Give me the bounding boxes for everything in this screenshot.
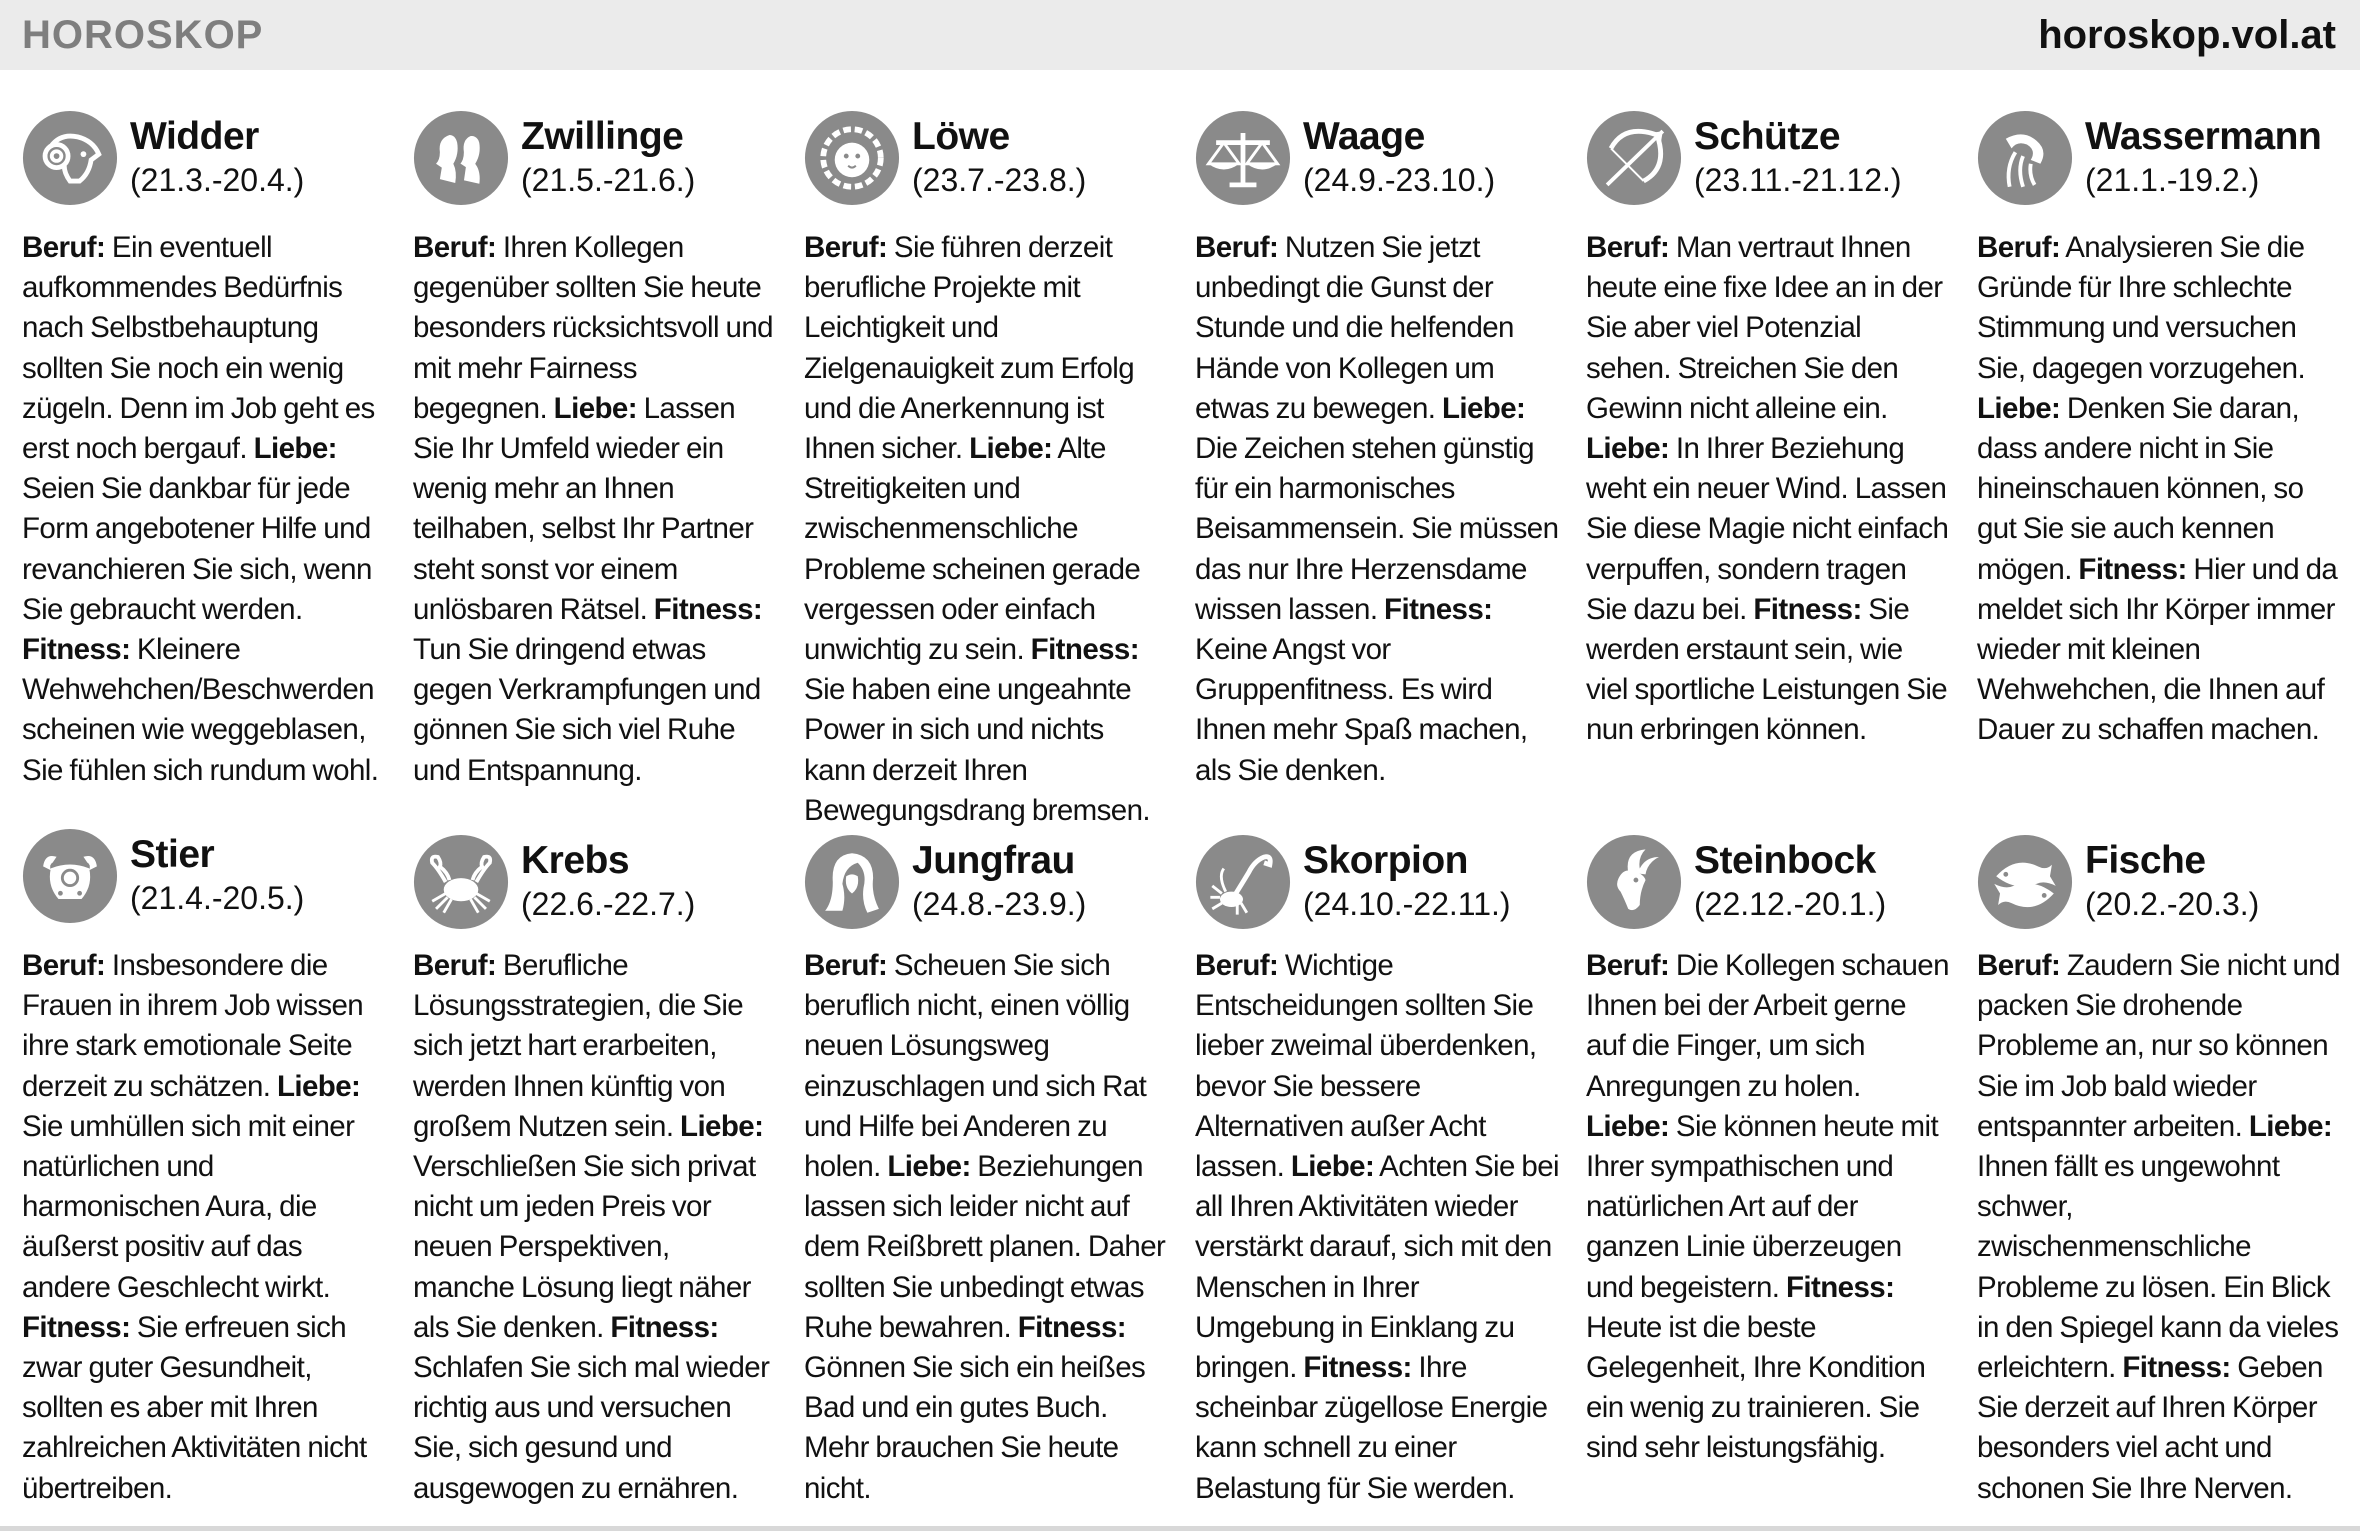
sign-card-zwillinge	[413, 110, 777, 791]
beruf-label: Beruf:	[413, 231, 497, 264]
fish-icon	[1977, 834, 2073, 930]
sign-dates: (23.7.-23.8.)	[912, 162, 1087, 198]
ram-icon	[22, 110, 118, 206]
sign-dates: (23.11.-21.12.)	[1694, 162, 1902, 198]
scorpion-icon	[1195, 834, 1291, 930]
goat-icon	[1586, 834, 1682, 930]
sign-card-waage	[1195, 110, 1559, 791]
sign-dates: (22.6.-22.7.)	[521, 886, 696, 922]
liebe-text: Sie können heute mit Ihrer sympathischen und natürlichen Art auf der ganzen Linie überzeugen und begeistern.	[1586, 1109, 1939, 1304]
liebe-label: Liebe:	[253, 432, 337, 466]
beruf-label: Beruf:	[1977, 231, 2061, 264]
sign-name: Skorpion	[1303, 839, 1469, 882]
sign-card-skorpion	[1195, 834, 1559, 1509]
liebe-label: Liebe:	[553, 391, 637, 425]
twins-icon	[413, 110, 509, 206]
beruf-label: Beruf:	[1195, 231, 1279, 264]
crab-icon	[413, 834, 509, 930]
fitness-label: Fitness:	[610, 1310, 719, 1344]
liebe-text: Sie umhüllen sich mit einer natürlichen und harmonischen Aura, die äußerst positiv auf das andere Geschlecht wirkt.	[22, 1109, 355, 1304]
liebe-label: Liebe:	[1441, 391, 1526, 425]
bull-icon	[22, 828, 118, 924]
fitness-label: Fitness:	[1030, 633, 1139, 667]
liebe-label: Liebe:	[969, 432, 1053, 466]
sign-text	[804, 228, 1168, 831]
sign-name: Stier	[130, 833, 215, 876]
beruf-label: Beruf:	[1586, 949, 1670, 982]
fitness-text: Keine Angst vor Gruppenfitness. Es wird Ihnen mehr Spaß machen, als Sie denken.	[1195, 633, 1528, 787]
liebe-text: Seien Sie dankbar für jede Form angebotener Hilfe und revanchieren Sie sich, wenn Sie gebraucht werden.	[22, 472, 372, 626]
sign-card-jungfrau	[804, 834, 1168, 1509]
beruf-label: Beruf:	[804, 231, 888, 264]
sign-dates: (21.5.-21.6.)	[521, 162, 696, 198]
liebe-text: Denken Sie daran, dass andere nicht in Sie hineinschauen können, so gut Sie sie auch kennen mögen.	[1977, 391, 2304, 586]
header-bar	[0, 0, 2360, 70]
fitness-text: Heute ist die beste Gelegenheit, Ihre Kondition ein wenig zu trainieren. Sie sind sehr leistungsfähig.	[1586, 1310, 1926, 1465]
sign-name: Zwillinge	[521, 115, 684, 158]
fitness-text: Schlafen Sie sich mal wieder richtig aus und versuchen Sie, sich gesund und ausgewogen zu ernähren.	[413, 1351, 770, 1505]
sign-card-wassermann	[1977, 110, 2341, 751]
fitness-label: Fitness:	[1753, 592, 1862, 626]
fitness-text: Sie haben eine ungeahnte Power in sich und nichts kann derzeit Ihren Bewegungsdrang bremsen.	[804, 673, 1150, 827]
sign-text	[804, 946, 1168, 1509]
liebe-text: Die Zeichen stehen günstig für ein harmonisches Beisammensein. Sie müssen das nur Ihre Herzensdame wissen lassen.	[1195, 432, 1559, 626]
fitness-text: Ihre scheinbar zügellose Energie kann schnell zu einer Belastung für Sie werden.	[1195, 1351, 1548, 1505]
sign-text	[1195, 228, 1559, 791]
liebe-label: Liebe:	[1586, 1109, 1670, 1143]
sign-dates: (20.2.-20.3.)	[2085, 886, 2260, 922]
sign-card-steinbock	[1586, 834, 1950, 1469]
beruf-text: Nutzen Sie jetzt unbedingt die Gunst der Stunde und die helfenden Hände von Kollegen um etwas zu bewegen.	[1195, 231, 1514, 425]
section-title: HOROSKOP	[22, 13, 264, 57]
beruf-text: Insbesondere die Frauen in ihrem Job wissen ihre stark emotionale Seite derzeit zu schätzen.	[22, 949, 364, 1103]
fitness-text: Sie erfreuen sich zwar guter Gesundheit, sollten es aber mit Ihren zahlreichen Aktivitäten nicht übertreiben.	[22, 1310, 367, 1505]
liebe-label: Liebe:	[1586, 432, 1670, 466]
sign-dates: (24.8.-23.9.)	[912, 886, 1087, 922]
sign-name: Waage	[1303, 115, 1425, 158]
lion-icon	[804, 110, 900, 206]
sign-card-widder	[22, 110, 386, 791]
liebe-text: Verschließen Sie sich privat nicht um jeden Preis vor neuen Perspektiven, manche Lösung liegt näher als Sie denken.	[413, 1150, 756, 1344]
water-bearer-icon	[1977, 110, 2073, 206]
fitness-text: Hier und da meldet sich Ihr Körper immer wieder mit kleinen Wehwehchen, die Ihnen auf Dauer zu schaffen machen.	[1977, 552, 2338, 747]
beruf-text: Ein eventuell aufkommendes Bedürfnis nach Selbstbehauptung sollten Sie noch ein wenig zügeln. Denn im Job geht es erst noch bergauf.	[22, 231, 375, 466]
fitness-label: Fitness:	[22, 1310, 131, 1344]
sign-name: Wassermann	[2085, 115, 2322, 158]
liebe-text: Beziehungen lassen sich leider nicht auf dem Reißbrett planen. Daher sollten Sie unbedingt etwas Ruhe bewahren.	[804, 1150, 1166, 1344]
fitness-text: Kleinere Wehwehchen/Beschwerden scheinen wie weggeblasen, Sie fühlen sich rundum wohl.	[22, 633, 379, 787]
fitness-label: Fitness:	[1017, 1310, 1127, 1344]
fitness-text: Geben Sie derzeit auf Ihren Körper besonders viel acht und schonen Sie Ihre Nerven.	[1977, 1351, 2323, 1505]
fitness-label: Fitness:	[22, 633, 131, 667]
sign-text	[413, 228, 777, 791]
beruf-label: Beruf:	[804, 949, 888, 982]
sign-text	[1586, 946, 1950, 1469]
liebe-label: Liebe:	[887, 1150, 971, 1184]
sign-dates: (24.9.-23.10.)	[1303, 162, 1496, 198]
beruf-text: Sie führen derzeit berufliche Projekte mit Leichtigkeit und Zielgenauigkeit zum Erfolg und die Anerkennung ist Ihnen sicher.	[804, 231, 1135, 466]
sign-name: Steinbock	[1694, 839, 1876, 882]
fitness-label: Fitness:	[2122, 1351, 2231, 1385]
sign-text	[1195, 946, 1559, 1509]
sign-text	[1977, 946, 2341, 1509]
sign-name: Schütze	[1694, 115, 1841, 158]
beruf-label: Beruf:	[1586, 231, 1670, 264]
beruf-text: Analysieren Sie die Gründe für Ihre schlechte Stimmung und versuchen Sie, dagegen vorzugehen.	[1977, 231, 2306, 385]
sign-card-stier	[22, 828, 386, 1509]
liebe-label: Liebe:	[680, 1109, 764, 1143]
sign-text	[1977, 228, 2341, 751]
sign-text	[22, 946, 386, 1509]
scales-icon	[1195, 110, 1291, 206]
fitness-label: Fitness:	[1303, 1351, 1412, 1385]
sign-name: Löwe	[912, 115, 1010, 158]
sign-text	[1586, 228, 1950, 751]
sign-text	[22, 228, 386, 791]
beruf-label: Beruf:	[1977, 949, 2061, 982]
sign-dates: (21.4.-20.5.)	[130, 880, 305, 916]
sign-name: Widder	[130, 115, 259, 158]
fitness-label: Fitness:	[1785, 1270, 1895, 1304]
website-url[interactable]: horoskop.vol.at	[2038, 13, 2336, 57]
sign-dates: (24.10.-22.11.)	[1303, 886, 1511, 922]
bottom-divider	[0, 1526, 2360, 1531]
liebe-text: Alte Streitigkeiten und zwischenmenschliche Probleme scheinen gerade vergessen oder einfach unwichtig zu sein.	[804, 432, 1141, 667]
sign-name: Krebs	[521, 839, 630, 882]
beruf-text: Ihren Kollegen gegenüber sollten Sie heute besonders rücksichtsvoll und mit mehr Fairness begegnen.	[413, 231, 773, 425]
beruf-text: Scheuen Sie sich beruflich nicht, einen völlig neuen Lösungsweg einzuschlagen und sich Rat und Hilfe bei Anderen zu holen.	[804, 949, 1147, 1184]
sign-card-schuetze	[1586, 110, 1950, 751]
liebe-label: Liebe:	[276, 1069, 361, 1103]
liebe-label: Liebe:	[1977, 391, 2061, 425]
fitness-label: Fitness:	[2078, 552, 2187, 586]
sign-card-krebs	[413, 834, 777, 1509]
liebe-label: Liebe:	[1290, 1150, 1375, 1184]
archer-icon	[1586, 110, 1682, 206]
liebe-text: In Ihrer Beziehung weht ein neuer Wind. Lassen Sie diese Magie nicht einfach verpuffen, sondern tragen Sie dazu bei.	[1586, 432, 1949, 626]
sign-dates: (21.1.-19.2.)	[2085, 162, 2260, 198]
sign-name: Fische	[2085, 839, 2206, 882]
fitness-text: Tun Sie dringend etwas gegen Verkrampfungen und gönnen Sie sich viel Ruhe und Entspannung.	[413, 633, 761, 787]
liebe-text: Achten Sie bei all Ihren Aktivitäten wieder verstärkt darauf, sich mit den Menschen in Ihrer Umgebung in Einklang zu bringen.	[1195, 1150, 1559, 1385]
sign-card-fische	[1977, 834, 2341, 1509]
sign-dates: (22.12.-20.1.)	[1694, 886, 1887, 922]
liebe-label: Liebe:	[2248, 1109, 2333, 1143]
fitness-text: Gönnen Sie sich ein heißes Bad und ein gutes Buch. Mehr brauchen Sie heute nicht.	[804, 1351, 1146, 1505]
sign-dates: (21.3.-20.4.)	[130, 162, 305, 198]
fitness-label: Fitness:	[653, 592, 763, 626]
fitness-text: Sie werden erstaunt sein, wie viel sportliche Leistungen Sie nun erbringen können.	[1586, 592, 1948, 747]
sign-text	[413, 946, 777, 1509]
beruf-text: Wichtige Entscheidungen sollten Sie lieber zweimal überdenken, bevor Sie bessere Alternativen außer Acht lassen.	[1195, 949, 1537, 1184]
beruf-label: Beruf:	[1195, 949, 1279, 982]
liebe-text: Lassen Sie Ihr Umfeld wieder ein wenig mehr an Ihnen teilhaben, selbst Ihr Partner steht sonst vor einem unlösbaren Rätsel.	[413, 391, 754, 626]
sign-card-loewe	[804, 110, 1168, 831]
beruf-text: Zaudern Sie nicht und packen Sie drohende Probleme an, nur so können Sie im Job bald wieder entspannter arbeiten.	[1977, 949, 2340, 1143]
beruf-label: Beruf:	[22, 949, 106, 982]
beruf-label: Beruf:	[22, 231, 106, 264]
beruf-text: Man vertraut Ihnen heute eine fixe Idee an in der Sie aber viel Potenzial sehen. Streichen Sie den Gewinn nicht alleine ein.	[1586, 231, 1943, 425]
beruf-text: Berufliche Lösungsstrategien, die Sie sich jetzt hart erarbeiten, werden Ihnen künftig von großem Nutzen sein.	[413, 949, 744, 1143]
beruf-text: Die Kollegen schauen Ihnen bei der Arbeit gerne auf die Finger, um sich Anregungen zu holen.	[1586, 949, 1949, 1103]
fitness-label: Fitness:	[1384, 592, 1493, 626]
virgin-icon	[804, 834, 900, 930]
beruf-label: Beruf:	[413, 949, 497, 982]
liebe-text: Ihnen fällt es ungewohnt schwer, zwischenmenschliche Probleme zu lösen. Ein Blick in den Spiegel kann da vieles erleichtern.	[1977, 1150, 2339, 1385]
sign-name: Jungfrau	[912, 839, 1075, 882]
